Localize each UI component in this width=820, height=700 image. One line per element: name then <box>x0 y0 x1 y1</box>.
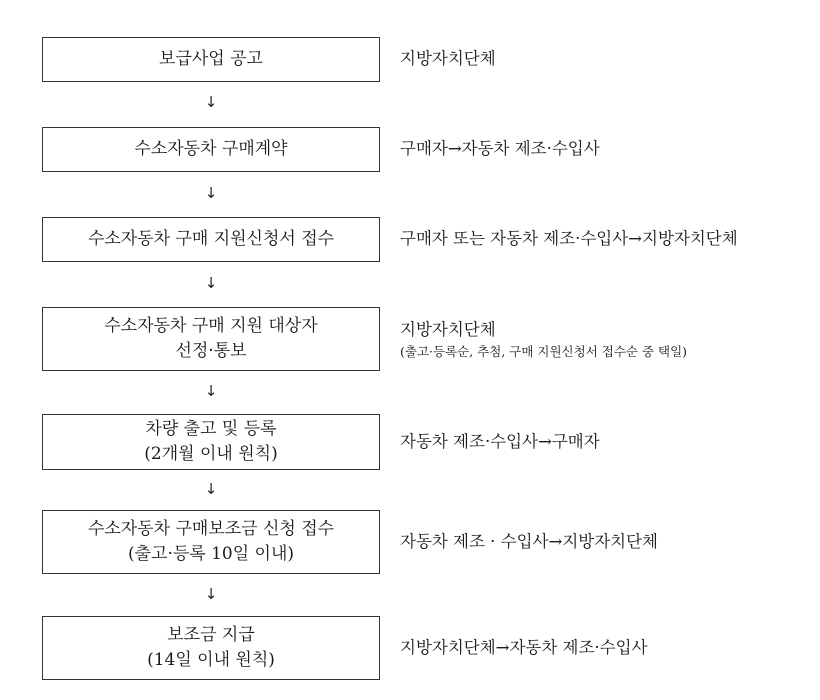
actor-label: 지방자치단체→자동차 제조·수입사 <box>400 637 648 657</box>
step-label: 수소자동차 구매계약 <box>134 139 288 160</box>
flow-step-purchase-contract <box>42 127 380 172</box>
flow-step-subsidy-application <box>42 510 380 574</box>
step-label-line1: 차량 출고 및 등록 <box>145 419 277 440</box>
actor-label: 지방자치단체 <box>400 49 496 69</box>
step-label-line1: 수소자동차 구매보조금 신청 접수 <box>87 519 335 540</box>
down-arrow-icon: ↓ <box>204 184 218 202</box>
actor-vehicle-release <box>400 414 810 470</box>
step-label-line1: 보조금 지급 <box>167 625 255 646</box>
actor-announcement <box>400 37 810 82</box>
flow-step-application-receipt <box>42 217 380 262</box>
actor-note: (출고·등록순, 추첨, 구매 지원신청서 접수순 중 택일) <box>400 343 688 359</box>
flow-step-subsidy-payment <box>42 616 380 680</box>
flow-step-vehicle-release <box>42 414 380 470</box>
flow-step-announcement <box>42 37 380 82</box>
step-label-line1: 수소자동차 구매 지원 대상자 <box>104 316 318 337</box>
actor-purchase-contract <box>400 127 810 172</box>
step-label-line2: (2개월 이내 원칙) <box>144 444 278 464</box>
actor-subsidy-payment <box>400 616 810 680</box>
step-label-line2: (14일 이내 원칙) <box>147 650 275 670</box>
down-arrow-icon: ↓ <box>204 382 218 400</box>
down-arrow-icon: ↓ <box>204 480 218 498</box>
actor-label: 지방자치단체 <box>400 319 496 339</box>
actor-label: 구매자→자동차 제조·수입사 <box>400 139 600 159</box>
actor-label: 구매자 또는 자동차 제조·수입사→지방자치단체 <box>400 229 738 249</box>
step-label: 보급사업 공고 <box>159 49 263 70</box>
actor-label: 자동차 제조 · 수입사→지방자치단체 <box>400 531 658 551</box>
down-arrow-icon: ↓ <box>204 585 218 603</box>
step-label: 수소자동차 구매 지원신청서 접수 <box>87 229 335 250</box>
step-label-line2: 선정·통보 <box>175 341 247 361</box>
actor-label: 자동차 제조·수입사→구매자 <box>400 431 600 451</box>
step-label-line2: (출고·등록 10일 이내) <box>127 544 295 564</box>
down-arrow-icon: ↓ <box>204 93 218 111</box>
actor-subsidy-application <box>400 510 810 574</box>
actor-application-receipt <box>400 217 810 262</box>
down-arrow-icon: ↓ <box>204 274 218 292</box>
flow-step-recipient-selection <box>42 307 380 371</box>
actor-recipient-selection <box>400 307 810 371</box>
